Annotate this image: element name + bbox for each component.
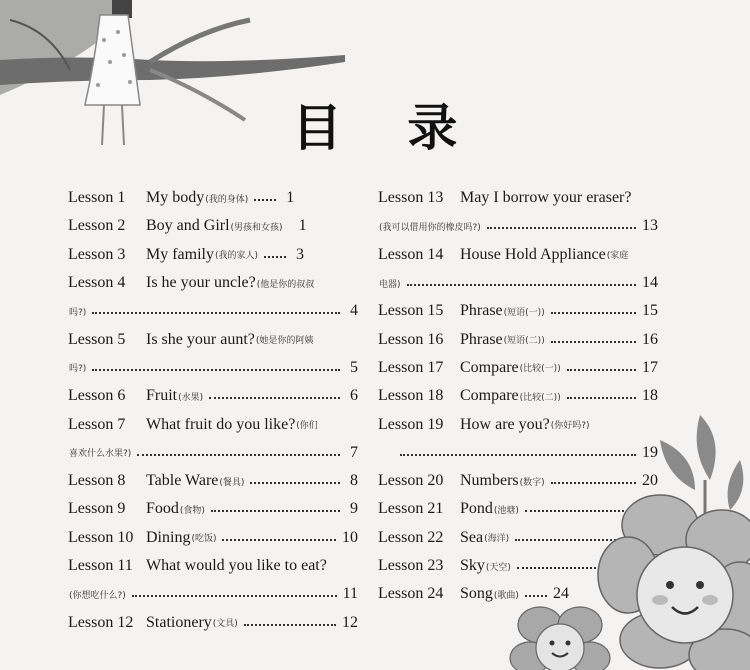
lesson-title: Is she your aunt? <box>146 330 255 348</box>
lesson-title: Compare <box>460 387 519 405</box>
lesson-title-cn: (池塘) <box>493 505 519 516</box>
lesson-number: Lesson 5 <box>68 330 126 348</box>
flower-illustration <box>500 400 750 670</box>
lesson-title: My family <box>146 245 214 263</box>
leader-dots <box>487 227 636 229</box>
page-number: 14 <box>642 274 658 292</box>
lesson-title-cn: (餐具) <box>219 477 245 488</box>
lesson-number: Lesson 17 <box>378 358 444 376</box>
lesson-number: Lesson 7 <box>68 415 126 433</box>
toc-entry <box>68 325 358 353</box>
toc-left-column <box>68 184 358 637</box>
toc-entry <box>68 212 358 240</box>
page-number: 11 <box>342 585 358 603</box>
lesson-number: Lesson 4 <box>68 274 126 292</box>
toc-entry <box>378 184 658 212</box>
leader-dots <box>222 539 336 541</box>
lesson-title: Compare <box>460 358 519 376</box>
toc-entry <box>378 354 658 382</box>
lesson-number: Lesson 20 <box>378 472 444 490</box>
lesson-title-cn: 吗?) <box>69 307 87 318</box>
lesson-title-cn: (海洋) <box>484 534 510 545</box>
lesson-title-cn: (他是你的叔叔 <box>256 279 315 290</box>
lesson-number: Lesson 10 <box>68 528 134 546</box>
lesson-number: Lesson 23 <box>378 557 444 574</box>
lesson-title: Food <box>146 500 179 518</box>
lesson-title: Sea <box>460 528 484 546</box>
lesson-title: My body <box>146 189 205 207</box>
page-number: 17 <box>642 358 658 376</box>
toc-entry <box>378 297 658 325</box>
lesson-title-cn: (食物) <box>179 505 205 516</box>
leader-dots <box>407 284 636 286</box>
lesson-title-cn: (我可以借用你的橡皮吗?) <box>379 222 481 233</box>
leader-dots <box>264 256 286 258</box>
lesson-title-cn: 喜欢什么水果?) <box>69 449 132 460</box>
lesson-title-cn: (歌曲) <box>493 590 519 601</box>
page-number: 6 <box>350 387 358 405</box>
lesson-title-cn: (水果) <box>178 392 204 403</box>
leader-dots <box>132 595 337 597</box>
lesson-number: Lesson 14 <box>378 245 444 263</box>
page-number: 13 <box>642 217 658 235</box>
lesson-number: Lesson 9 <box>68 500 126 518</box>
lesson-number: Lesson 18 <box>378 387 444 405</box>
toc-entry-continuation <box>68 297 358 325</box>
lesson-number: Lesson 21 <box>378 500 444 518</box>
page-number: 5 <box>350 358 358 376</box>
toc-entry-continuation <box>378 212 658 240</box>
lesson-title: Numbers <box>460 472 519 490</box>
lesson-title-cn: (我的身体) <box>205 194 249 205</box>
lesson-number: Lesson 13 <box>378 189 444 207</box>
toc-entry <box>68 184 358 212</box>
page-number: 16 <box>642 330 658 348</box>
lesson-title: Is he your uncle? <box>146 274 256 292</box>
leader-dots <box>137 454 340 456</box>
toc-entry <box>68 495 358 523</box>
lesson-title-cn: (比较(二)) <box>519 392 561 403</box>
leader-dots <box>244 624 336 626</box>
lesson-number: Lesson 6 <box>68 387 126 405</box>
lesson-title-cn: 吗?) <box>69 364 87 375</box>
page-number: 24 <box>552 585 569 603</box>
leader-dots <box>254 199 276 201</box>
lesson-title-cn: (天空) <box>485 562 511 573</box>
lesson-title-cn: (数字) <box>519 477 545 488</box>
page-number: 20 <box>642 472 658 490</box>
page-number: 15 <box>642 302 658 320</box>
lesson-title: May I borrow your eraser? <box>460 189 632 207</box>
lesson-title: Phrase <box>460 330 503 348</box>
lesson-number: Lesson 8 <box>68 472 126 490</box>
lesson-number: Lesson 12 <box>68 613 134 631</box>
lesson-title: Dining <box>146 528 191 546</box>
lesson-number: Lesson 16 <box>378 330 444 348</box>
lesson-title-cn: (我的家人) <box>215 251 259 262</box>
lesson-title-cn: (你好吗?) <box>550 421 590 432</box>
lesson-title-cn: (家庭 <box>606 251 629 262</box>
toc-entry <box>68 382 358 410</box>
lesson-number: Lesson 11 <box>68 557 133 574</box>
toc-entry-continuation <box>378 269 658 297</box>
page-number: 9 <box>350 500 358 518</box>
lesson-title: Fruit <box>146 387 178 405</box>
lesson-title-cn: (你们 <box>296 421 318 432</box>
lesson-title: Sky <box>460 557 485 574</box>
page-number: 8 <box>350 472 358 490</box>
lesson-number: Lesson 1 <box>68 189 126 207</box>
lesson-title: Song <box>460 585 493 603</box>
lesson-title-cn: (短语(一)) <box>503 307 545 318</box>
page-number: 3 <box>296 245 305 263</box>
lesson-number: Lesson 2 <box>68 217 126 235</box>
lesson-title-cn: (吃饭) <box>191 534 217 545</box>
page-number: 12 <box>342 613 358 631</box>
lesson-title-cn: (短语(二)) <box>503 336 545 347</box>
page-number: 4 <box>350 302 358 320</box>
lesson-title: Table Ware <box>146 472 219 490</box>
lesson-number: Lesson 22 <box>378 528 444 546</box>
leader-dots <box>250 482 340 484</box>
page-number: 7 <box>350 443 358 461</box>
leader-dots <box>551 312 636 314</box>
lesson-title-cn: (你想吃什么?) <box>69 590 126 601</box>
toc-entry <box>68 241 358 269</box>
toc-entry <box>68 524 358 552</box>
page-number: 1 <box>286 189 295 207</box>
toc-entry <box>378 241 658 269</box>
leader-dots <box>567 397 636 399</box>
leader-dots <box>211 510 340 512</box>
lesson-title: House Hold Appliance <box>460 245 606 263</box>
lesson-number: Lesson 15 <box>378 302 444 320</box>
page-number: 1 <box>298 217 307 235</box>
lesson-title: Stationery <box>146 613 212 631</box>
toc-entry-continuation <box>68 354 358 382</box>
toc-entry <box>68 467 358 495</box>
toc-entry <box>378 325 658 353</box>
lesson-title-cn: (比较(一)) <box>519 364 561 375</box>
page-number: 19 <box>642 443 658 461</box>
page-number: 10 <box>342 528 358 546</box>
lesson-title: What fruit do you like? <box>146 415 296 433</box>
toc-entry <box>68 269 358 297</box>
page-number: 18 <box>642 387 658 405</box>
toc-entry-continuation <box>68 580 358 608</box>
lesson-title-cn: 电器) <box>379 279 401 290</box>
lesson-number: Lesson 3 <box>68 245 126 263</box>
toc-entry <box>68 410 358 438</box>
lesson-title: How are you? <box>460 415 550 433</box>
toc-entry <box>68 552 358 580</box>
lesson-title: Boy and Girl <box>146 217 230 235</box>
lesson-number: Lesson 19 <box>378 415 444 433</box>
lesson-title-cn: (她是你的阿姨 <box>255 336 314 347</box>
lesson-title: Phrase <box>460 302 503 320</box>
lesson-number: Lesson 24 <box>378 585 444 603</box>
leader-dots <box>92 369 340 371</box>
leader-dots <box>551 341 636 343</box>
lesson-title-cn: (男孩和女孩) <box>230 222 283 233</box>
leader-dots <box>567 369 636 371</box>
leader-dots <box>209 397 340 399</box>
lesson-title-cn: (文具) <box>212 619 238 630</box>
leader-dots <box>92 312 340 314</box>
lesson-title: What would you like to eat? <box>146 557 327 574</box>
page-title: 目 录 <box>292 99 482 157</box>
lesson-title: Pond <box>460 500 493 518</box>
toc-entry-continuation <box>68 439 358 467</box>
toc-entry <box>68 608 358 636</box>
